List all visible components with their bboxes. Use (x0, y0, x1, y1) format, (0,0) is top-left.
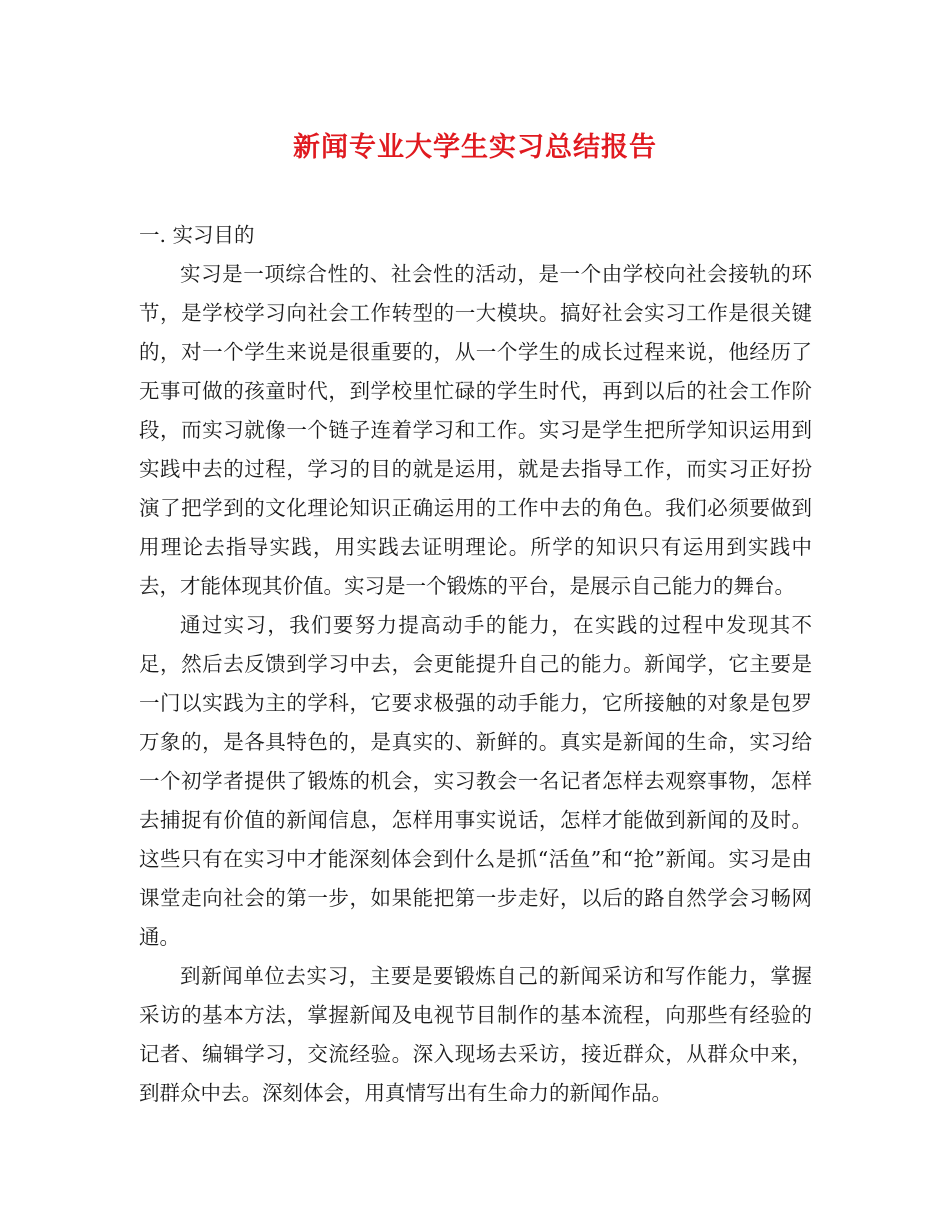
paragraph-2: 通过实习，我们要努力提高动手的能力，在实践的过程中发现其不足，然后去反馈到学习中去，会更能提升自己的能力。新闻学，它主要是一门以实践为主的学科，它要求极强的动手能力，它所接触的对象是包罗万象的，是各具特色的，是真实的、新鲜的。真实是新闻的生命，实习给一个初学者提供了锻炼的机会，实习教会一名记者怎样去观察事物，怎样去捕捉有价值的新闻信息，怎样用事实说话，怎样才能做到新闻的及时。这些只有在实习中才能深刻体会到什么是抓“活鱼”和“抢”新闻。实习是由课堂走向社会的第一步，如果能把第一步走好，以后的路自然学会习畅网通。 (139, 613, 812, 949)
paragraph-3: 到新闻单位去实习，主要是要锻炼自己的新闻采访和写作能力，掌握采访的基本方法，掌握新闻及电视节目制作的基本流程，向那些有经验的记者、编辑学习，交流经验。深入现场去采访，接近群众，从群众中来，到群众中去。深刻体会，用真情写出有生命力的新闻作品。 (139, 964, 812, 1105)
document-title: 新闻专业大学生实习总结报告 (293, 132, 657, 163)
section-heading: 一. 实习目的 (139, 223, 255, 247)
document-body (139, 216, 812, 1113)
paragraph-1: 实习是一项综合性的、社会性的活动，是一个由学校向社会接轨的环节，是学校学习向社会工作转型的一大模块。搞好社会实习工作是很关键的，对一个学生来说是很重要的，从一个学生的成长过程来说，他经历了无事可做的孩童时代，到学校里忙碌的学生时代，再到以后的社会工作阶段，而实习就像一个链子连着学习和工作。实习是学生把所学知识运用到实践中去的过程，学习的目的就是运用，就是去指导工作，而实习正好扮演了把学到的文化理论知识正确运用的工作中去的角色。我们必须要做到用理论去指导实践，用实践去证明理论。所学的知识只有运用到实践中去，才能体现其价值。实习是一个锻炼的平台，是展示自己能力的舞台。 (139, 262, 812, 598)
